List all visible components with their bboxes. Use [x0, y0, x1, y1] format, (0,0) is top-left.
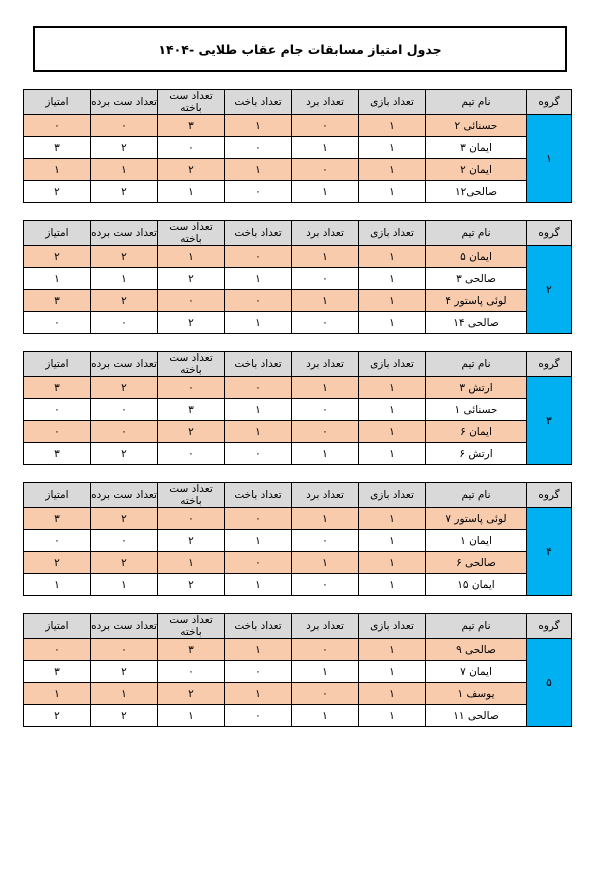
- sets-won-cell: ۱: [91, 574, 158, 596]
- table-row: [24, 508, 572, 530]
- table-row: [24, 705, 572, 727]
- points-cell: ٠: [24, 399, 91, 421]
- points-cell: ۱: [24, 574, 91, 596]
- column-header-sets-won: تعداد ست برده: [91, 221, 158, 246]
- wins-cell: ٠: [292, 574, 359, 596]
- points-cell: ۳: [24, 443, 91, 465]
- team-name-cell: ارتش ۳: [426, 377, 527, 399]
- sets-lost-cell: ۱: [158, 246, 225, 268]
- sets-lost-cell: ۲: [158, 312, 225, 334]
- sets-lost-cell: ۲: [158, 530, 225, 552]
- points-cell: ۳: [24, 508, 91, 530]
- points-cell: ۳: [24, 290, 91, 312]
- team-name-cell: ایمان ۳: [426, 137, 527, 159]
- played-cell: ۱: [359, 399, 426, 421]
- losses-cell: ۱: [225, 574, 292, 596]
- played-cell: ۱: [359, 377, 426, 399]
- sets-won-cell: ۲: [91, 290, 158, 312]
- sets-won-cell: ۱: [91, 683, 158, 705]
- played-cell: ۱: [359, 443, 426, 465]
- team-name-cell: صالحی ۹: [426, 639, 527, 661]
- wins-cell: ٠: [292, 421, 359, 443]
- wins-cell: ٠: [292, 639, 359, 661]
- sets-lost-cell: ۲: [158, 159, 225, 181]
- group-table: [23, 89, 572, 203]
- column-header-wins: تعداد برد: [292, 352, 359, 377]
- points-cell: ۳: [24, 377, 91, 399]
- table-row: [24, 683, 572, 705]
- played-cell: ۱: [359, 268, 426, 290]
- wins-cell: ٠: [292, 159, 359, 181]
- losses-cell: ۱: [225, 683, 292, 705]
- column-header-losses: تعداد باخت: [225, 352, 292, 377]
- column-header-group: گروه: [527, 614, 572, 639]
- points-cell: ٠: [24, 421, 91, 443]
- losses-cell: ۱: [225, 159, 292, 181]
- played-cell: ۱: [359, 683, 426, 705]
- column-header-group: گروه: [527, 352, 572, 377]
- sets-won-cell: ۲: [91, 181, 158, 203]
- played-cell: ۱: [359, 552, 426, 574]
- points-cell: ۳: [24, 661, 91, 683]
- table-row: [24, 115, 572, 137]
- group-table: [23, 482, 572, 596]
- points-cell: ۳: [24, 137, 91, 159]
- team-name-cell: صالحی ۱۱: [426, 705, 527, 727]
- team-name-cell: ایمان ۶: [426, 421, 527, 443]
- team-name-cell: ایمان ۷: [426, 661, 527, 683]
- column-header-points: امتیاز: [24, 221, 91, 246]
- group-label-cell: ۴: [527, 508, 572, 596]
- column-header-played: تعداد بازی: [359, 221, 426, 246]
- group-label-cell: ۲: [527, 246, 572, 334]
- losses-cell: ۱: [225, 639, 292, 661]
- played-cell: ۱: [359, 574, 426, 596]
- sets-won-cell: ۲: [91, 661, 158, 683]
- wins-cell: ۱: [292, 552, 359, 574]
- played-cell: ۱: [359, 639, 426, 661]
- sets-lost-cell: ٠: [158, 443, 225, 465]
- wins-cell: ٠: [292, 268, 359, 290]
- played-cell: ۱: [359, 181, 426, 203]
- played-cell: ۱: [359, 705, 426, 727]
- points-cell: ۲: [24, 705, 91, 727]
- losses-cell: ٠: [225, 661, 292, 683]
- table-row: [24, 530, 572, 552]
- losses-cell: ۱: [225, 115, 292, 137]
- document-title-box: [33, 26, 567, 72]
- losses-cell: ۱: [225, 399, 292, 421]
- column-header-team: نام تیم: [426, 483, 527, 508]
- column-header-wins: تعداد برد: [292, 614, 359, 639]
- played-cell: ۱: [359, 115, 426, 137]
- points-cell: ٠: [24, 312, 91, 334]
- column-header-points: امتیاز: [24, 352, 91, 377]
- column-header-sets-won: تعداد ست برده: [91, 483, 158, 508]
- team-name-cell: صالحی ۱۴: [426, 312, 527, 334]
- wins-cell: ٠: [292, 683, 359, 705]
- column-header-sets-lost: تعداد ست باخته: [158, 221, 225, 246]
- column-header-played: تعداد بازی: [359, 614, 426, 639]
- column-header-losses: تعداد باخت: [225, 221, 292, 246]
- team-name-cell: حسنائی ۲: [426, 115, 527, 137]
- sets-lost-cell: ۳: [158, 115, 225, 137]
- group-table: [23, 351, 572, 465]
- losses-cell: ۱: [225, 312, 292, 334]
- wins-cell: ۱: [292, 443, 359, 465]
- losses-cell: ۱: [225, 421, 292, 443]
- sets-won-cell: ٠: [91, 312, 158, 334]
- team-name-cell: صالحی۱۲: [426, 181, 527, 203]
- points-cell: ۲: [24, 181, 91, 203]
- column-header-wins: تعداد برد: [292, 483, 359, 508]
- played-cell: ۱: [359, 312, 426, 334]
- table-row: [24, 159, 572, 181]
- standings-tables: [28, 89, 572, 727]
- sets-won-cell: ٠: [91, 399, 158, 421]
- column-header-sets-lost: تعداد ست باخته: [158, 352, 225, 377]
- wins-cell: ٠: [292, 530, 359, 552]
- table-row: [24, 421, 572, 443]
- table-row: [24, 574, 572, 596]
- points-cell: ٠: [24, 639, 91, 661]
- sets-lost-cell: ۳: [158, 399, 225, 421]
- team-name-cell: لوئی پاستور ۷: [426, 508, 527, 530]
- column-header-group: گروه: [527, 483, 572, 508]
- page-title: جدول امتیاز مسابقات جام عقاب طلایی -۱۴۰۴: [158, 41, 442, 57]
- losses-cell: ٠: [225, 443, 292, 465]
- wins-cell: ٠: [292, 115, 359, 137]
- losses-cell: ٠: [225, 377, 292, 399]
- points-cell: ۱: [24, 159, 91, 181]
- column-header-points: امتیاز: [24, 90, 91, 115]
- sets-won-cell: ۱: [91, 268, 158, 290]
- wins-cell: ٠: [292, 399, 359, 421]
- sets-lost-cell: ۲: [158, 683, 225, 705]
- column-header-sets-lost: تعداد ست باخته: [158, 483, 225, 508]
- played-cell: ۱: [359, 246, 426, 268]
- table-row: [24, 443, 572, 465]
- team-name-cell: صالحی ۳: [426, 268, 527, 290]
- column-header-losses: تعداد باخت: [225, 90, 292, 115]
- points-cell: ۱: [24, 683, 91, 705]
- table-row: [24, 268, 572, 290]
- table-row: [24, 290, 572, 312]
- sets-lost-cell: ٠: [158, 137, 225, 159]
- played-cell: ۱: [359, 137, 426, 159]
- played-cell: ۱: [359, 159, 426, 181]
- played-cell: ۱: [359, 421, 426, 443]
- sets-lost-cell: ٠: [158, 290, 225, 312]
- wins-cell: ۱: [292, 246, 359, 268]
- losses-cell: ٠: [225, 290, 292, 312]
- column-header-sets-won: تعداد ست برده: [91, 614, 158, 639]
- wins-cell: ٠: [292, 312, 359, 334]
- team-name-cell: یوسف ۱: [426, 683, 527, 705]
- sets-lost-cell: ۲: [158, 421, 225, 443]
- column-header-wins: تعداد برد: [292, 90, 359, 115]
- played-cell: ۱: [359, 661, 426, 683]
- sets-won-cell: ۲: [91, 705, 158, 727]
- table-header-row: [24, 221, 572, 246]
- sets-won-cell: ۲: [91, 552, 158, 574]
- column-header-sets-won: تعداد ست برده: [91, 352, 158, 377]
- sets-won-cell: ٠: [91, 530, 158, 552]
- sets-lost-cell: ۱: [158, 181, 225, 203]
- played-cell: ۱: [359, 508, 426, 530]
- played-cell: ۱: [359, 530, 426, 552]
- table-row: [24, 661, 572, 683]
- team-name-cell: حسنائی ۱: [426, 399, 527, 421]
- sets-won-cell: ٠: [91, 115, 158, 137]
- column-header-played: تعداد بازی: [359, 483, 426, 508]
- team-name-cell: ایمان ۱: [426, 530, 527, 552]
- losses-cell: ٠: [225, 552, 292, 574]
- points-cell: ۲: [24, 552, 91, 574]
- wins-cell: ۱: [292, 508, 359, 530]
- sets-lost-cell: ۳: [158, 639, 225, 661]
- column-header-team: نام تیم: [426, 352, 527, 377]
- column-header-team: نام تیم: [426, 90, 527, 115]
- sets-lost-cell: ۲: [158, 574, 225, 596]
- table-header-row: [24, 352, 572, 377]
- group-label-cell: ۵: [527, 639, 572, 727]
- sets-lost-cell: ٠: [158, 661, 225, 683]
- points-cell: ۲: [24, 246, 91, 268]
- column-header-losses: تعداد باخت: [225, 614, 292, 639]
- column-header-played: تعداد بازی: [359, 352, 426, 377]
- team-name-cell: ارتش ۶: [426, 443, 527, 465]
- table-row: [24, 639, 572, 661]
- column-header-team: نام تیم: [426, 221, 527, 246]
- column-header-group: گروه: [527, 90, 572, 115]
- losses-cell: ٠: [225, 705, 292, 727]
- column-header-losses: تعداد باخت: [225, 483, 292, 508]
- table-row: [24, 377, 572, 399]
- table-header-row: [24, 90, 572, 115]
- sets-won-cell: ۲: [91, 508, 158, 530]
- losses-cell: ٠: [225, 137, 292, 159]
- team-name-cell: لوئی پاستور ۴: [426, 290, 527, 312]
- played-cell: ۱: [359, 290, 426, 312]
- document-page: [0, 26, 600, 889]
- wins-cell: ۱: [292, 705, 359, 727]
- sets-won-cell: ٠: [91, 421, 158, 443]
- table-row: [24, 181, 572, 203]
- group-table: [23, 220, 572, 334]
- wins-cell: ۱: [292, 377, 359, 399]
- column-header-wins: تعداد برد: [292, 221, 359, 246]
- table-row: [24, 552, 572, 574]
- sets-lost-cell: ٠: [158, 508, 225, 530]
- column-header-team: نام تیم: [426, 614, 527, 639]
- points-cell: ٠: [24, 530, 91, 552]
- column-header-group: گروه: [527, 221, 572, 246]
- sets-lost-cell: ۱: [158, 705, 225, 727]
- sets-won-cell: ۱: [91, 159, 158, 181]
- column-header-sets-lost: تعداد ست باخته: [158, 90, 225, 115]
- table-row: [24, 399, 572, 421]
- column-header-played: تعداد بازی: [359, 90, 426, 115]
- losses-cell: ۱: [225, 268, 292, 290]
- column-header-sets-lost: تعداد ست باخته: [158, 614, 225, 639]
- team-name-cell: ایمان ۲: [426, 159, 527, 181]
- group-label-cell: ۳: [527, 377, 572, 465]
- losses-cell: ٠: [225, 508, 292, 530]
- team-name-cell: صالحی ۶: [426, 552, 527, 574]
- sets-lost-cell: ۲: [158, 268, 225, 290]
- table-header-row: [24, 483, 572, 508]
- sets-won-cell: ۲: [91, 443, 158, 465]
- points-cell: ٠: [24, 115, 91, 137]
- sets-won-cell: ۲: [91, 377, 158, 399]
- team-name-cell: ایمان ۱۵: [426, 574, 527, 596]
- table-row: [24, 312, 572, 334]
- wins-cell: ۱: [292, 661, 359, 683]
- group-label-cell: ۱: [527, 115, 572, 203]
- points-cell: ۱: [24, 268, 91, 290]
- losses-cell: ۱: [225, 530, 292, 552]
- wins-cell: ۱: [292, 137, 359, 159]
- group-table: [23, 613, 572, 727]
- sets-won-cell: ۲: [91, 246, 158, 268]
- column-header-points: امتیاز: [24, 614, 91, 639]
- losses-cell: ٠: [225, 246, 292, 268]
- column-header-points: امتیاز: [24, 483, 91, 508]
- team-name-cell: ایمان ۵: [426, 246, 527, 268]
- column-header-sets-won: تعداد ست برده: [91, 90, 158, 115]
- sets-lost-cell: ٠: [158, 377, 225, 399]
- table-row: [24, 137, 572, 159]
- sets-won-cell: ٠: [91, 639, 158, 661]
- losses-cell: ٠: [225, 181, 292, 203]
- table-header-row: [24, 614, 572, 639]
- wins-cell: ۱: [292, 290, 359, 312]
- wins-cell: ۱: [292, 181, 359, 203]
- sets-won-cell: ۲: [91, 137, 158, 159]
- table-row: [24, 246, 572, 268]
- sets-lost-cell: ۱: [158, 552, 225, 574]
